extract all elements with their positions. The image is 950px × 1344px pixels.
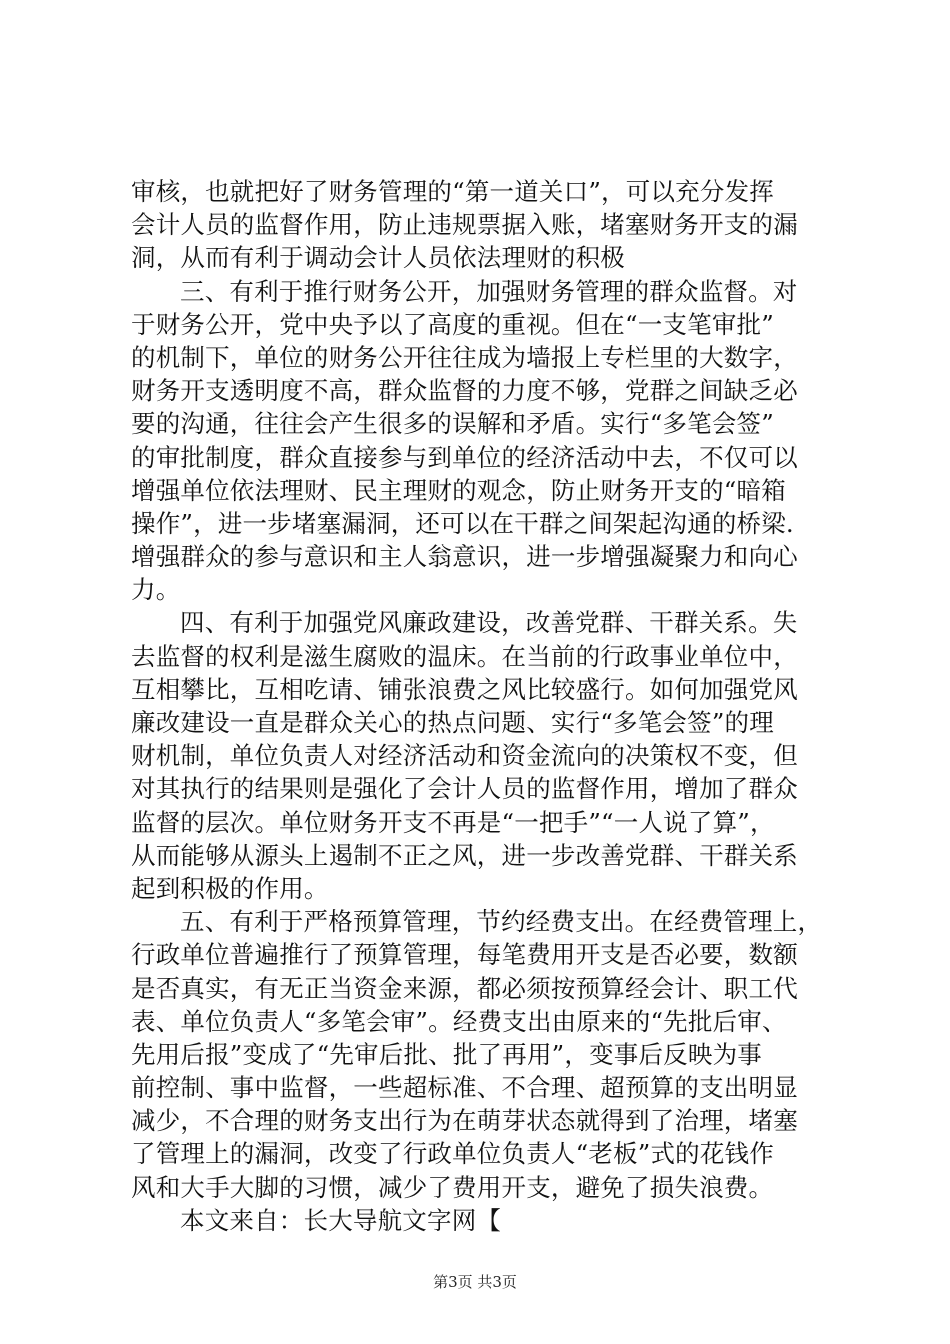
- text-line: 审核，也就把好了财务管理的“第一道关口”，可以充分发挥: [131, 177, 774, 206]
- text-line: 减少，不合理的财务支出行为在萌芽状态就得到了治理，堵塞: [131, 1106, 798, 1136]
- text-line: 风和大手大脚的习惯，减少了费用开支，避免了损失浪费。: [131, 1172, 774, 1202]
- text-line: 了管理上的漏洞，改变了行政单位负责人“老板”式的花钱作: [131, 1139, 774, 1169]
- page-footer: 第3页 共3页: [433, 1273, 517, 1291]
- text-line: 先用后报”变成了“先审后批、批了再用”，变事后反映为事: [131, 1039, 762, 1069]
- text-line: 前控制、事中监督，一些超标准、不合理、超预算的支出明显: [131, 1073, 798, 1103]
- text-line: 会计人员的监督作用，防止违规票据入账，堵塞财务开支的漏: [131, 210, 798, 240]
- text-line: 三、有利于推行财务公开，加强财务管理的群众监督。对: [180, 276, 798, 306]
- text-line: 操作”，进一步堵塞漏洞，还可以在干群之间架起沟通的桥梁.: [131, 508, 794, 538]
- text-line: 四、有利于加强党风廉政建设，改善党群、干群关系。失: [180, 608, 798, 638]
- text-line: 增强单位依法理财、民主理财的观念，防止财务开支的“暗箱: [131, 475, 786, 505]
- text-line: 洞，从而有利于调动会计人员依法理财的积极: [131, 243, 625, 273]
- text-line: 行政单位普遍推行了预算管理，每笔费用开支是否必要，数额: [131, 940, 798, 970]
- text-line: 对其执行的结果则是强化了会计人员的监督作用，增加了群众: [131, 774, 798, 804]
- text-line: 五、有利于严格预算管理，节约经费支出。在经费管理上，: [180, 907, 823, 937]
- text-line: 财机制，单位负责人对经济活动和资金流向的决策权不变，但: [131, 741, 798, 771]
- text-line: 廉改建设一直是群众关心的热点问题、实行“多笔会签”的理: [131, 708, 774, 737]
- text-line: 的审批制度，群众直接参与到单位的经济活动中去，不仅可以: [131, 442, 798, 472]
- text-line: 从而能够从源头上遏制不正之风，进一步改善党群、干群关系: [131, 840, 798, 870]
- text-line: 去监督的权利是滋生腐败的温床。在当前的行政事业单位中，: [131, 641, 798, 671]
- text-line: 增强群众的参与意识和主人翁意识，进一步增强凝聚力和向心: [131, 542, 798, 572]
- text-line: 互相攀比，互相吃请、铺张浪费之风比较盛行。如何加强党风: [131, 674, 798, 704]
- document-body: [131, 175, 831, 1237]
- text-line: 的机制下，单位的财务公开往往成为墙报上专栏里的大数字，: [131, 342, 798, 372]
- text-line: 是否真实，有无正当资金来源，都必须按预算经会计、职工代: [131, 973, 798, 1003]
- text-line: 本文来自：长大导航文字网【: [180, 1205, 502, 1235]
- text-line: 要的沟通，往往会产生很多的误解和矛盾。实行“多笔会签”: [131, 409, 774, 439]
- text-line: 于财务公开，党中央予以了高度的重视。但在“一支笔审批”: [131, 309, 774, 339]
- text-line: 财务开支透明度不高，群众监督的力度不够，党群之间缺乏必: [131, 376, 798, 406]
- text-line: 表、单位负责人“多笔会审”。经费支出由原来的“先批后审、: [131, 1006, 787, 1036]
- text-line: 监督的层次。单位财务开支不再是“一把手”“一人说了算”，: [131, 807, 775, 837]
- text-line: 起到积极的作用。: [131, 873, 329, 903]
- text-line: 力。: [131, 575, 181, 605]
